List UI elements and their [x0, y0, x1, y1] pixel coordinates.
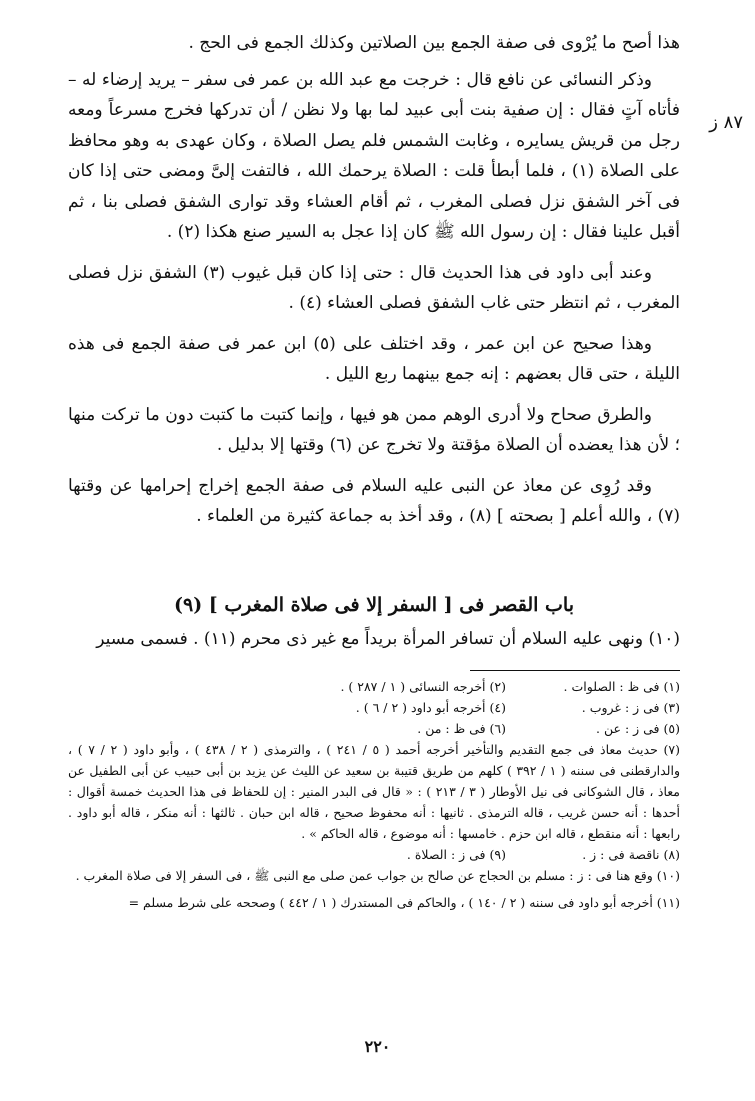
footnote-row — [68, 697, 680, 718]
paragraph: وذكر النسائى عن نافع قال : خرجت مع عبد الله بن عمر فى سفر – يريد إرضاء له – فأتاه آتٍ فقال : إن صفية بنت أبى عبيد لما بها ولا نظن / أن تدركها فخرج مسرعاً ومعه رجل من قريش يسايره ، وغابت الشمس فلم يصل الصلاة ، وكان عهدى به وهو محافظ على الصلاة (١) ، فلما أبطأ قلت : الصلاة يرحمك الله ، فالتفت إلىَّ ومضى حتى إذا كان فى آخر الشفق نزل فصلى المغرب ، ثم أقام العشاء وقد توارى الشفق فصلى بنا ، ثم أقبل علينا فقال : إن رسول الله ﷺ كان إذا عجل به السير صنع هكذا (٢) . — [68, 69, 680, 242]
footnote: (٤) أخرجه أبو داود ( ٢ / ٦ ) . — [355, 700, 506, 715]
footnote-row — [68, 676, 680, 697]
footnote: (٧) حديث معاذ فى جمع التقديم والتأخير أخرجه أحمد ( ٥ / ٢٤١ ) ، والترمذى ( ٢ / ٤٣٨ ) ، وأبو داود ( ٢ / ٧ ) ، والدارقطنى فى سننه ( ١ / ٣٩٢ ) كلهم من طريق قتيبة بن سعيد عن الليث عن يزيد بن أبى حبيب عن أبى الطفيل عن معاذ ، قال الشوكانى فى نيل الأوطار ( ٣ / ٢١٣ ) : « قال فى البدر المنير : إن للحفاظ فى هذا الحديث خمسة أقوال : أحدها : أنه حسن غريب ، قاله الترمذى . ثانيها : أنه محفوظ صحيح ، قاله ابن حبان . ثالثها : أنه منكر ، قاله أبو داود . رابعها : أنه منقطع ، قاله ابن حزم . خامسها : أنه موضوع ، قاله الحاكم » . — [68, 742, 680, 841]
paragraph: وقد رُوِى عن معاذ عن النبى عليه السلام فى صفة الجمع إخراج إحرامها عن وقتها (٧) ، والله أعلم [ بصحته ] (٨) ، وقد أخذ به جماعة كثيرة من العلماء . — [68, 475, 680, 526]
page-number: ٢٢٠ — [364, 1037, 391, 1056]
footnote: (١٠) وقع هنا فى : ز : مسلم بن الحجاج عن صالح بن جواب عمن صلى مع النبى ﷺ ، فى السفر إلا فى صلاة المغرب . — [75, 868, 680, 883]
paragraph: هذا أصح ما يُرْوى فى صفة الجمع بين الصلاتين وكذلك الجمع فى الحج . — [188, 33, 680, 53]
paragraph: (١٠) ونهى عليه السلام أن تسافر المرأة بريداً مع غير ذى محرم (١١) . فسمى مسير — [96, 629, 680, 649]
footnotes — [68, 676, 680, 913]
footnote: (٦) فى ظ : من . — [417, 721, 506, 736]
footnote: (٥) فى ز : عن . — [596, 721, 680, 736]
paragraph: وهذا صحيح عن ابن عمر ، وقد اختلف على (٥) ابن عمر فى صفة الجمع فى هذه الليلة ، حتى قال بعضهم : إنه جمع بينهما ربع الليل . — [68, 333, 680, 384]
paragraph: والطرق صحاح ولا أدرى الوهم ممن هو فيها ، وإنما كتبت ما كتبت دون ما تركت منها ؛ لأن هذا يعضده أن الصلاة مؤقتة ولا تخرج عن (٦) وقتها إلا بدليل . — [68, 404, 680, 455]
footnote: (٨) ناقصة فى : ز . — [582, 847, 680, 862]
paragraph: وعند أبى داود فى هذا الحديث قال : حتى إذا كان قبل غيوب (٣) الشفق نزل فصلى المغرب ، ثم انتظر حتى غاب الشفق فصلى العشاء (٤) . — [68, 262, 680, 313]
footnote: (٢) أخرجه النسائى ( ١ / ٢٨٧ ) . — [340, 679, 506, 694]
footnote-divider — [470, 670, 680, 671]
footnote: (١١) أخرجه أبو داود فى سننه ( ٢ / ١٤٠ ) ، والحاكم فى المستدرك ( ١ / ٤٤٢ ) وصححه على شرط مسلم = — [128, 895, 680, 910]
footnote: (٣) فى ز : غروب . — [581, 700, 680, 715]
post-heading-line — [68, 624, 680, 655]
footnote-row — [68, 718, 680, 739]
chapter-heading: باب القصر فى [ السفر إلا فى صلاة المغرب ] (٩) — [173, 594, 575, 616]
footnote-row — [68, 844, 680, 865]
footnote: (٩) فى ز : الصلاة . — [406, 847, 506, 862]
manuscript-folio-marker: ٨٧ ز — [709, 112, 743, 133]
footnote: (١) فى ظ : الصلوات . — [563, 679, 680, 694]
main-text — [68, 28, 680, 532]
